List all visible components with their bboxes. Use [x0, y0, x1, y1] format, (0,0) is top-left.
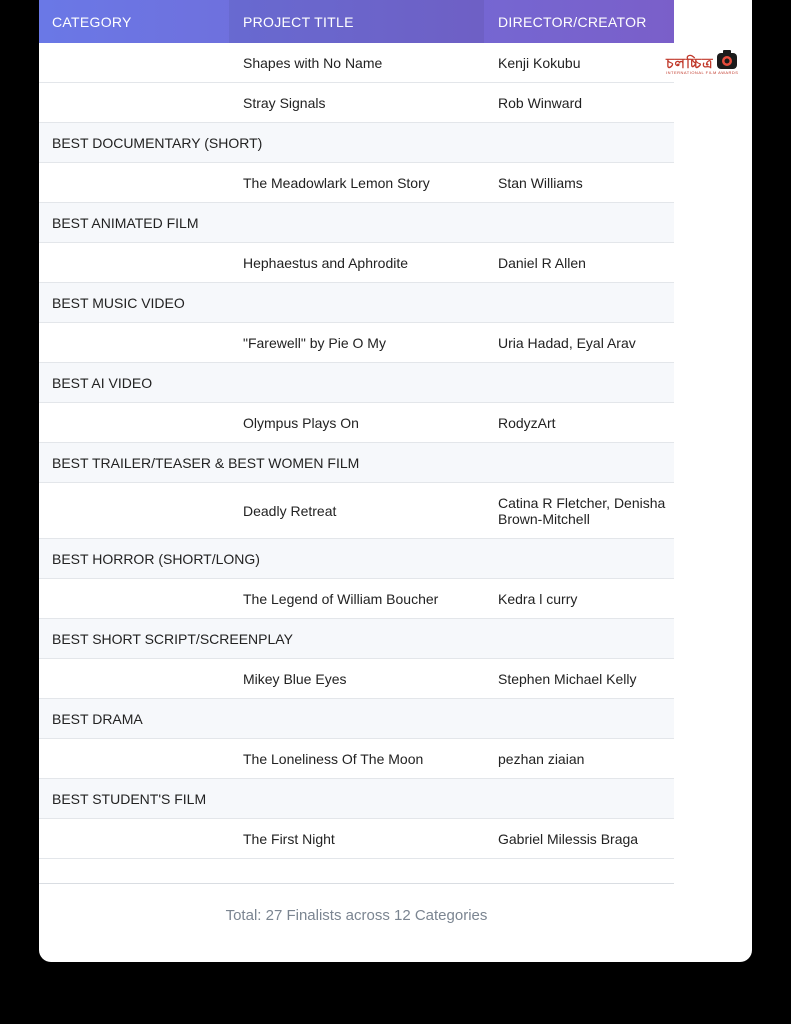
festival-logo	[666, 48, 740, 80]
category-row	[39, 539, 674, 579]
director-cell: Stephen Michael Kelly	[498, 670, 637, 687]
table-row	[39, 403, 674, 443]
table-row	[39, 83, 674, 123]
header-director: DIRECTOR/CREATOR	[498, 13, 647, 30]
project-title-cell: The Legend of William Boucher	[243, 590, 439, 607]
director-cell: Kenji Kokubu	[498, 54, 581, 71]
logo-text: চলচ্চিত্র	[666, 56, 714, 72]
category-row	[39, 443, 674, 483]
project-title-cell: The Meadowlark Lemon Story	[243, 174, 430, 191]
total-summary: Total: 27 Finalists across 12 Categories	[225, 907, 488, 924]
director-cell: pezhan ziaian	[498, 750, 585, 767]
table-row	[39, 579, 674, 619]
category-row	[39, 123, 674, 163]
director-cell: Rob Winward	[498, 94, 583, 111]
header-category: CATEGORY	[52, 13, 132, 30]
category-label: BEST DOCUMENTARY (SHORT)	[52, 134, 263, 151]
category-label: BEST AI VIDEO	[52, 374, 153, 391]
category-row	[39, 363, 674, 403]
project-title-cell: The First Night	[243, 830, 335, 847]
table-row	[39, 163, 674, 203]
category-label: BEST DRAMA	[52, 710, 143, 727]
category-row	[39, 779, 674, 819]
director-cell: Catina R Fletcher, Denisha Brown-Mitchell	[498, 494, 666, 527]
director-cell: Stan Williams	[498, 174, 583, 191]
director-cell: Kedra l curry	[498, 590, 578, 607]
finalists-table	[39, 0, 674, 859]
project-title-cell: Olympus Plays On	[243, 414, 359, 431]
category-row	[39, 619, 674, 659]
camera-icon	[716, 49, 738, 71]
category-row	[39, 203, 674, 243]
table-row	[39, 323, 674, 363]
table-header	[39, 0, 674, 43]
table-body	[39, 43, 674, 859]
category-label: BEST TRAILER/TEASER & BEST WOMEN FILM	[52, 454, 360, 471]
table-row	[39, 659, 674, 699]
project-title-cell: Stray Signals	[243, 94, 326, 111]
category-row	[39, 283, 674, 323]
logo-subtitle: INTERNATIONAL FILM AWARDS	[666, 70, 739, 75]
director-cell: RodyzArt	[498, 414, 556, 431]
project-title-cell: Shapes with No Name	[243, 54, 383, 71]
project-title-cell: "Farewell" by Pie O My	[243, 334, 386, 351]
footer-divider	[39, 883, 674, 884]
category-label: BEST SHORT SCRIPT/SCREENPLAY	[52, 630, 293, 647]
category-row	[39, 699, 674, 739]
table-row	[39, 243, 674, 283]
table-row	[39, 43, 674, 83]
project-title-cell: Mikey Blue Eyes	[243, 670, 347, 687]
project-title-cell: Deadly Retreat	[243, 502, 337, 519]
table-row	[39, 483, 674, 539]
table-row	[39, 739, 674, 779]
project-title-cell: The Loneliness Of The Moon	[243, 750, 424, 767]
project-title-cell: Hephaestus and Aphrodite	[243, 254, 409, 271]
category-label: BEST STUDENT'S FILM	[52, 790, 207, 807]
table-row	[39, 819, 674, 859]
category-label: BEST ANIMATED FILM	[52, 214, 199, 231]
category-label: BEST MUSIC VIDEO	[52, 294, 185, 311]
director-cell: Daniel R Allen	[498, 254, 586, 271]
director-cell: Gabriel Milessis Braga	[498, 830, 639, 847]
category-label: BEST HORROR (SHORT/LONG)	[52, 550, 260, 567]
director-cell: Uria Hadad, Eyal Arav	[498, 334, 636, 351]
header-project-title: PROJECT TITLE	[229, 0, 484, 43]
